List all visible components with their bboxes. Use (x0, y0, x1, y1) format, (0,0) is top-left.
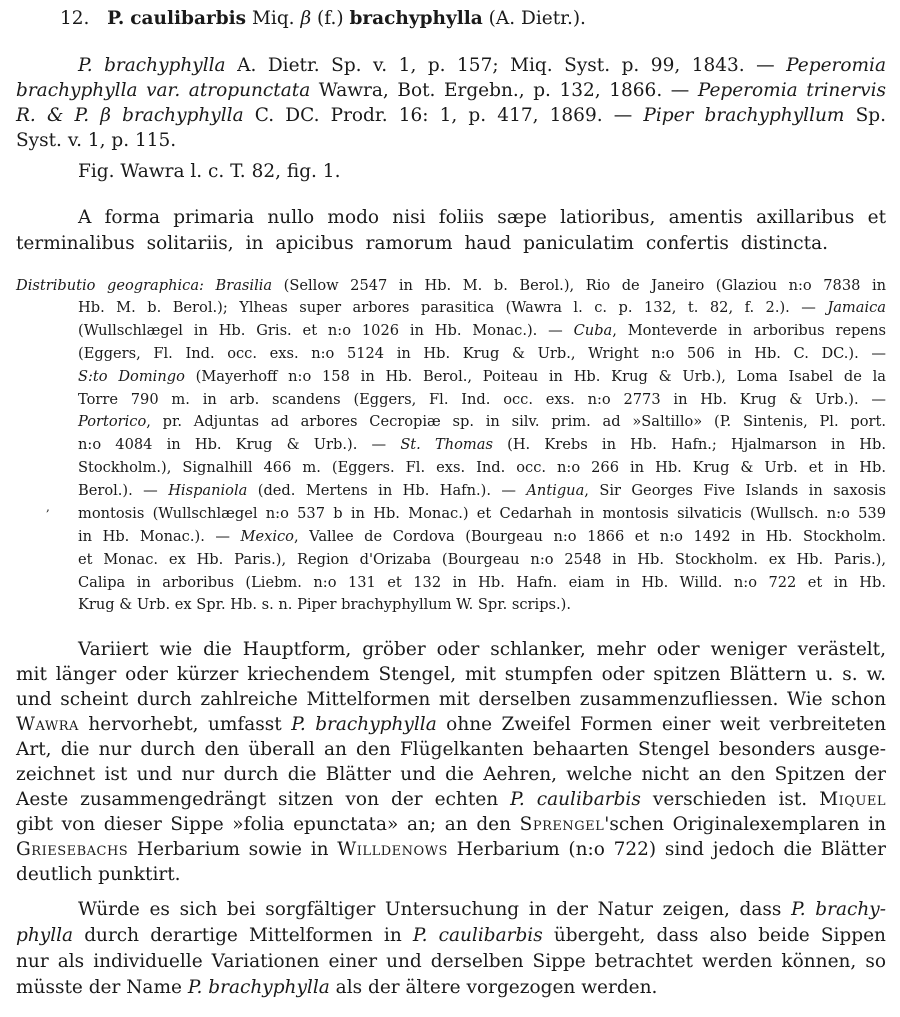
distribution-line-5: S:to Domingo (Mayerhoff n:o 158 in Hb. Berol., Poiteau in Hb. Krug & Urb.), Loma Isabel de la (78, 368, 886, 385)
distribution-line-7: Portorico, pr. Adjuntas ad arbores Cecropiæ sp. in silv. prim. ad »Saltillo» (P. Sintenis, Pl. port. (78, 413, 886, 430)
para1-line-5: Art, die nur durch den überall an den Flügelkanten behaarten Stengel besonders ausge- (16, 739, 886, 760)
distribution-label: Distributio geographica: (16, 277, 204, 294)
taxon-number: 12. (60, 8, 90, 29)
synonymy-line-2: brachyphylla var. atropunctata Wawra, Bot. Ergebn., p. 132, 1866. — Peperomia trinervis (16, 80, 886, 101)
para2-line-2: phylla durch derartige Mittelformen in P. caulibarbis übergeht, dass also beide Sippen (16, 925, 886, 946)
distribution-line-4: (Eggers, Fl. Ind. occ. exs. n:o 5124 in Hb. Krug & Urb., Wright n:o 506 in Hb. C. DC.). — (78, 345, 886, 362)
para1-line-7: Aeste zusammengedrängt sitzen von der echten P. caulibarbis verschieden ist. Miquel (16, 789, 887, 810)
distribution-line-3: (Wullschlægel in Hb. Gris. et n:o 1026 in Hb. Monac.). — Cuba, Monteverde in arboribus repens (78, 322, 887, 339)
distribution-line-9: Stockholm.), Signalhill 466 m. (Eggers. Fl. exs. Ind. occ. n:o 266 in Hb. Krug & Urb. et in Hb. (78, 459, 886, 476)
distribution-line-1: Distributio geographica: Brasilia (Sellow 2547 in Hb. M. b. Berol.), Rio de Janeiro (Glaziou n:o 7838 in (16, 277, 887, 294)
distribution-line-15: Krug & Urb. ex Spr. Hb. s. n. Piper brachyphyllum W. Spr. scrips.). (78, 596, 572, 613)
distribution-line-14: Calipa in arboribus (Liebm. n:o 131 et 132 in Hb. Hafn. eiam in Hb. Willd. n:o 722 et in Hb. (78, 574, 886, 591)
synonymy-line-4: Syst. v. 1, p. 115. (16, 130, 177, 151)
margin-mark: , (46, 500, 50, 514)
taxon-genus: P. (107, 8, 125, 29)
para1-line-10: deutlich punktirt. (16, 864, 181, 885)
taxon-forma: (f.) (317, 8, 344, 29)
taxon-species: caulibarbis (130, 8, 247, 29)
taxon-variety: brachyphylla (349, 8, 483, 29)
synonymy-line-1: P. brachyphylla A. Dietr. Sp. v. 1, p. 157; Miq. Syst. p. 99, 1843. — Peperomia (78, 55, 886, 76)
para1-line-4: Wawra hervorhebt, umfasst P. brachyphylla ohne Zweifel Formen einer weit verbreiteten (16, 714, 886, 735)
para1-line-9: Griesebachs Herbarium sowie in Willdenows Herbarium (n:o 722) sind jedoch die Blätter (16, 839, 887, 860)
para2-line-4: müsste der Name P. brachyphylla als der ältere vorgezogen werden. (16, 977, 658, 998)
para1-line-8: gibt von dieser Sippe »folia epunctata» an; an den Sprengel'schen Originalexemplaren in (16, 814, 886, 835)
figure-reference: Fig. Wawra l. c. T. 82, fig. 1. (78, 161, 341, 182)
diagnosis-line-2: terminalibus solitariis, in apicibus ramorum haud paniculatim confertis distincta. (16, 233, 828, 254)
para1-line-3: und scheint durch zahlreiche Mittelformen mit derselben zusammenzufliessen. Wie schon (16, 689, 886, 710)
para2-line-3: nur als individuelle Variationen einer und derselben Sippe betrachtet werden können, so (16, 951, 886, 972)
synonymy-line-3: R. & P. β brachyphylla C. DC. Prodr. 16: 1, p. 417, 1869. — Piper brachyphyllum Sp. (16, 105, 887, 126)
para1-line-6: zeichnet ist und nur durch die Blätter und die Aehren, welche nicht an den Spitzen der (16, 764, 886, 785)
distribution-line-12: in Hb. Monac.). — Mexico, Vallee de Cordova (Bourgeau n:o 1866 et n:o 1492 in Hb. Stockholm. (78, 528, 886, 545)
taxon-author: Miq. (251, 8, 295, 29)
para1-line-1: Variiert wie die Hauptform, gröber oder schlanker, mehr oder weniger verästelt, (78, 639, 886, 660)
distribution-line-10: Berol.). — Hispaniola (ded. Mertens in Hb. Hafn.). — Antigua, Sir Georges Five Islands in saxosis (78, 482, 886, 499)
distribution-line-6: Torre 790 m. in arb. scandens (Eggers, Fl. Ind. occ. exs. n:o 2773 in Hb. Krug & Urb.). — (78, 391, 886, 408)
distribution-line-13: et Monac. ex Hb. Paris.), Region d'Orizaba (Bourgeau n:o 2548 in Hb. Stockholm. ex Hb. Paris.), (78, 551, 886, 568)
para1-line-2: mit länger oder kürzer kriechendem Stengel, mit stumpfen oder spitzen Blättern u. s. w. (16, 664, 886, 685)
taxon-heading (60, 8, 586, 29)
para2-line-1: Würde es sich bei sorgfältiger Untersuchung in der Natur zeigen, dass P. brachy- (78, 899, 886, 920)
taxon-variety-author: (A. Dietr.). (488, 8, 586, 29)
diagnosis-line-1: A forma primaria nullo modo nisi foliis sæpe latioribus, amentis axillaribus et (78, 207, 886, 228)
distribution-line-11: montosis (Wullschlægel n:o 537 b in Hb. Monac.) et Cedarhah in montosis silvaticis (Wullsch. n:o 539 (78, 505, 886, 522)
distribution-line-2: Hb. M. b. Berol.); Ylheas super arbores parasitica (Wawra l. c. p. 132, t. 82, f. 2.). — Jamaica (78, 299, 886, 316)
taxon-beta: β (300, 8, 312, 29)
distribution-line-8: n:o 4084 in Hb. Krug & Urb.). — St. Thomas (H. Krebs in Hb. Hafn.; Hjalmarson in Hb. (78, 436, 886, 453)
